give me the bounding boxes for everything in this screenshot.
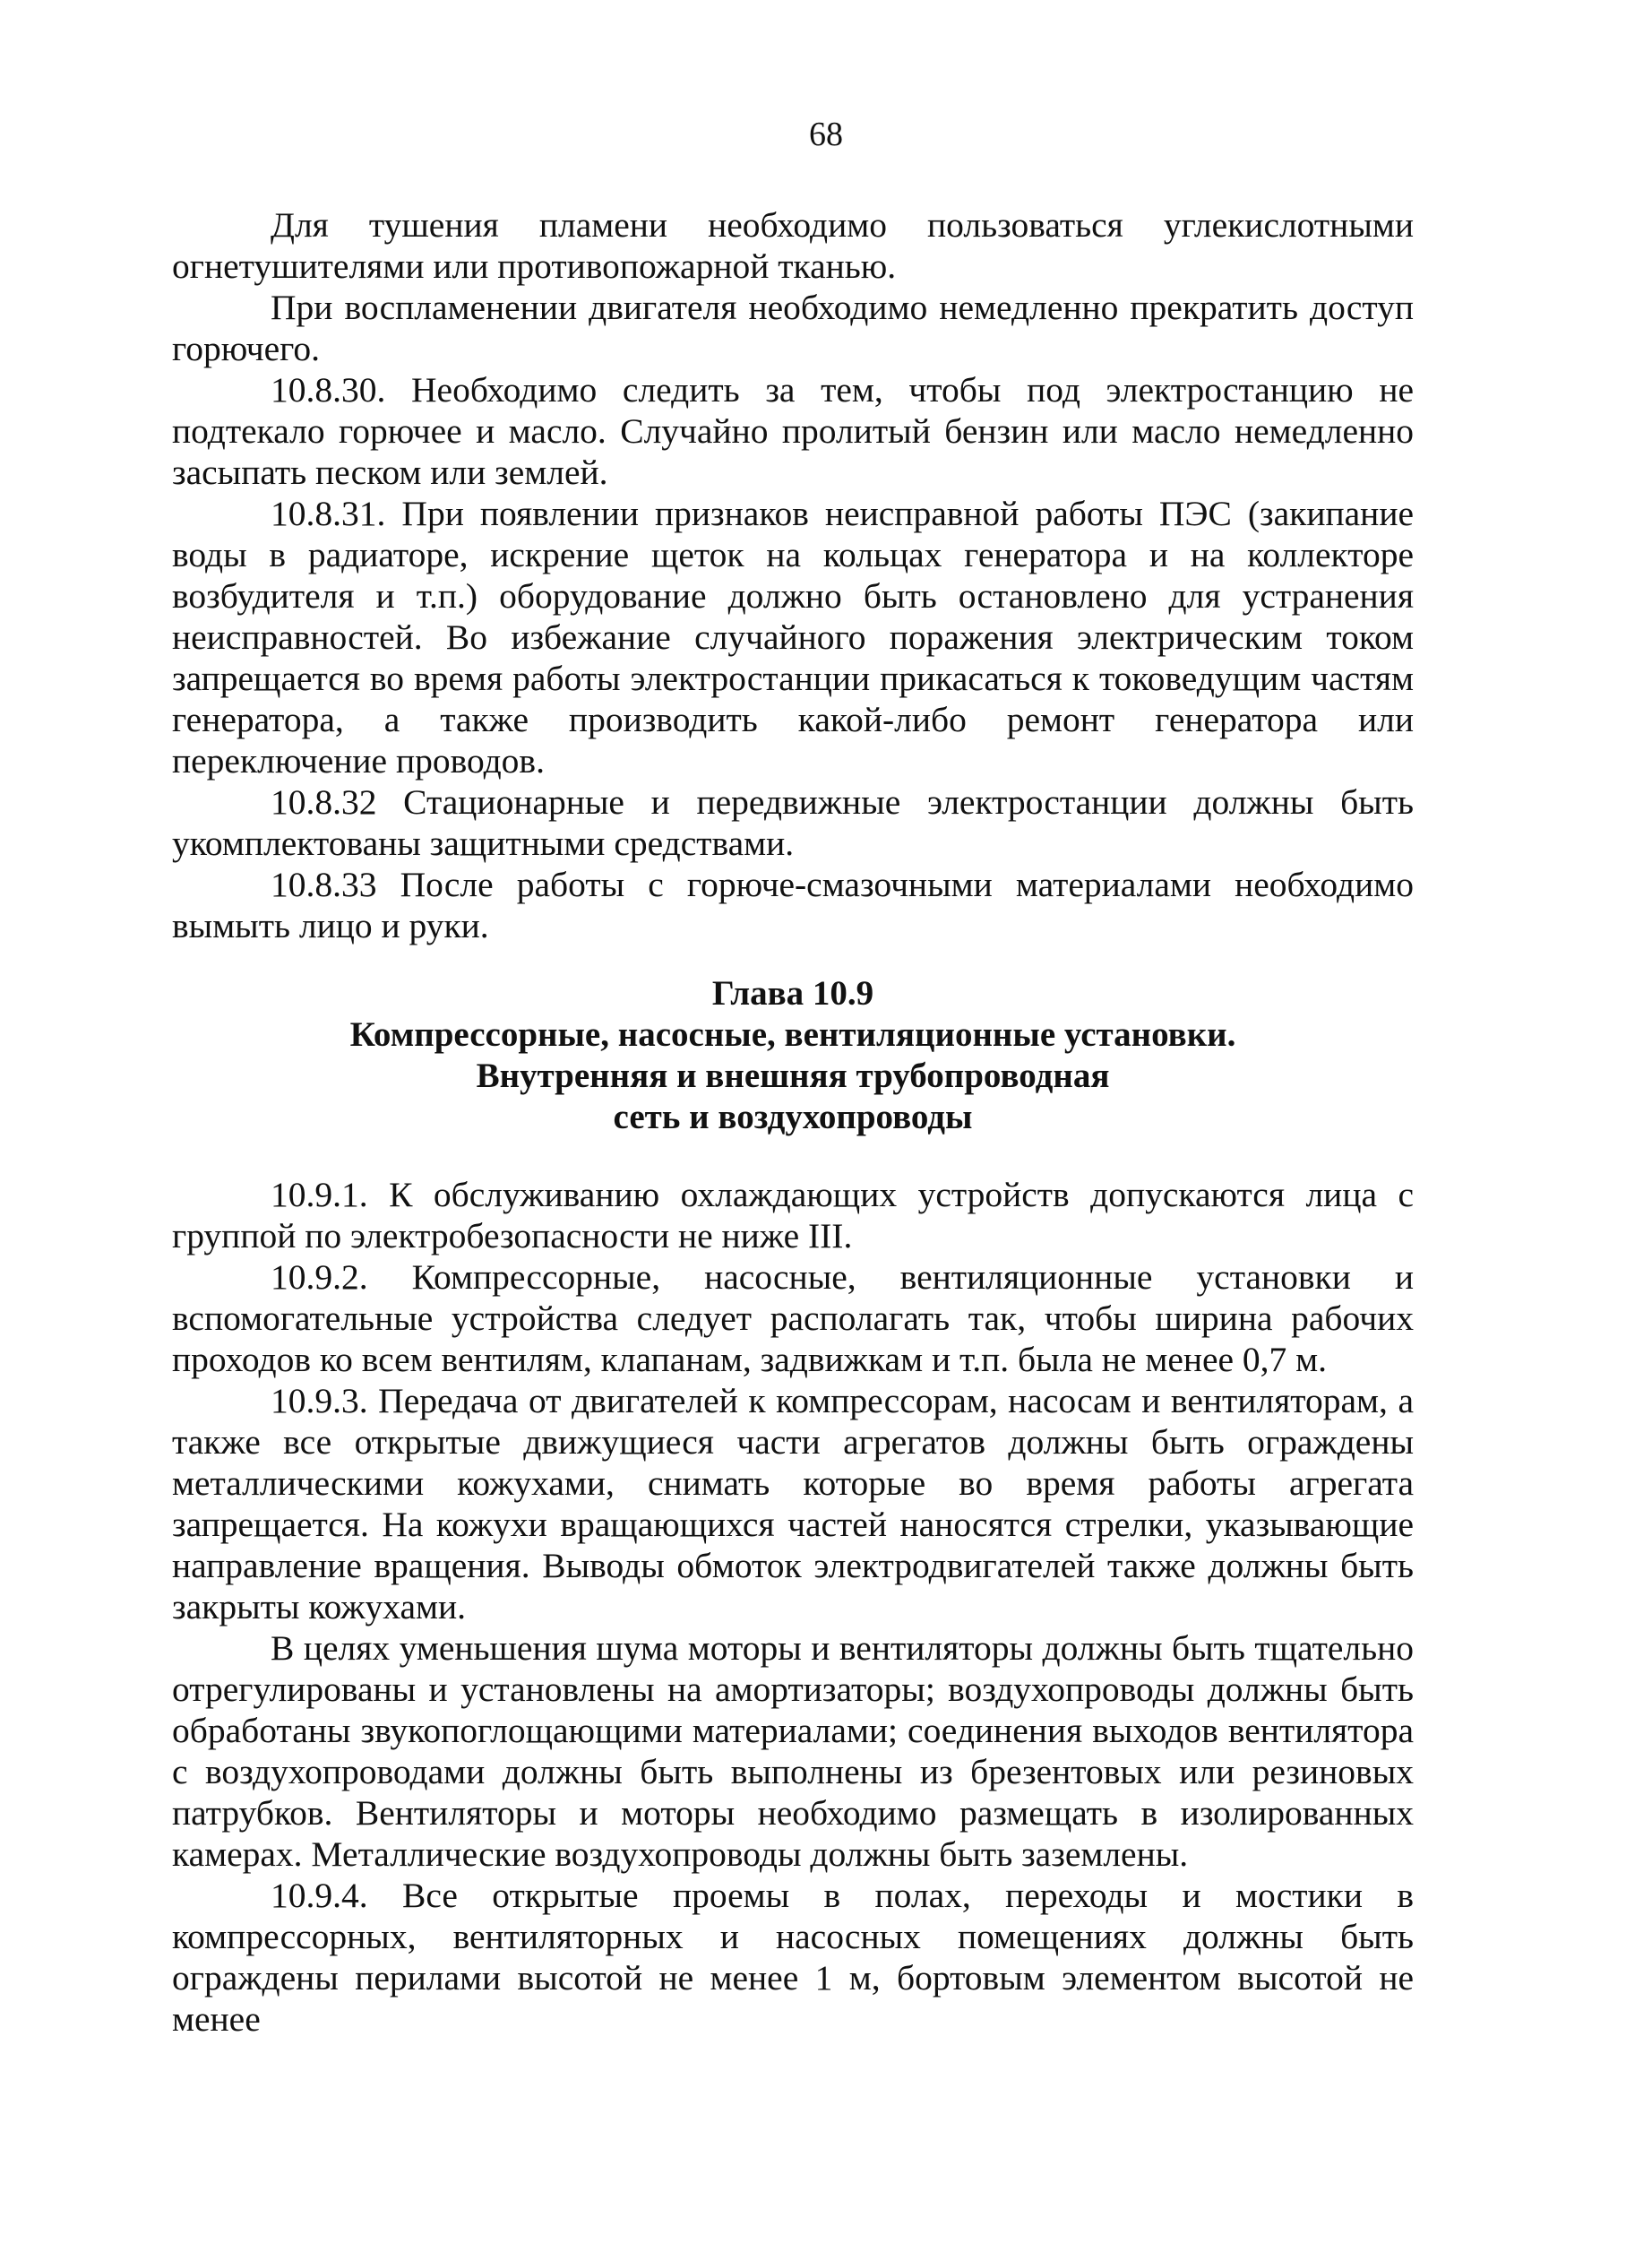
paragraph-10-8-31: 10.8.31. При появлении признаков неисправной работы ПЭС (закипание воды в радиаторе, искрение щеток на кольцах генератора и на коллекторе возбудителя и т.п.) оборудование должно быть остановлено для устранения неисправностей. Во избежание случайного поражения электрическим током запрещается во время работы электростанции прикасаться к токоведущим частям генератора, а также производить какой-либо ремонт генератора или переключение проводов. [172,494,1414,781]
chapter-title-line-3: сеть и воздухопроводы [613,1098,973,1136]
paragraph-10-9-1: 10.9.1. К обслуживанию охлаждающих устройств допускаются лица с группой по электробезопасности не ниже III. [172,1175,1414,1255]
paragraph-10-8-30: 10.8.30. Необходимо следить за тем, чтобы под электростанцию не подтекало горючее и масло. Случайно пролитый бензин или масло немедленно засыпать песком или землей. [172,370,1414,492]
paragraph-10-9-4: 10.9.4. Все открытые проемы в полах, переходы и мостики в компрессорных, вентиляторных и насосных помещениях должны быть ограждены перилами высотой не менее 1 м, бортовым элементом высотой не менее [172,1876,1414,2039]
paragraph-10-8-33: 10.8.33 После работы с горюче-смазочными материалами необходимо вымыть лицо и руки. [172,865,1414,945]
paragraph-10-9-2: 10.9.2. Компрессорные, насосные, вентиляционные установки и вспомогательные устройства следует располагать так, чтобы ширина рабочих проходов ко всем вентилям, клапанам, задвижкам и т.п. была не менее 0,7 м. [172,1257,1414,1379]
section-10-9-text [172,1174,1414,2040]
page-number: 68 [809,116,843,153]
paragraph-10-9-3: 10.9.3. Передача от двигателей к компрессорам, насосам и вентиляторам, а также все открытые движущиеся части агрегатов должны быть ограждены металлическими кожухами, снимать которые во время работы агрегата запрещается. На кожухи вращающихся частей наносятся стрелки, указывающие направление вращения. Выводы обмоток электродвигателей также должны быть закрыты кожухами. [172,1381,1414,1626]
chapter-title-line-2: Внутренняя и внешняя трубопроводная [476,1057,1110,1095]
paragraph-extinguishing: Для тушения пламени необходимо пользоваться углекислотными огнетушителями или противопожарной тканью. [172,205,1414,286]
section-10-8-text [172,204,1414,946]
chapter-number: Глава 10.9 [711,974,874,1013]
paragraph-engine-ignition: При воспламенении двигателя необходимо немедленно прекратить доступ горючего. [172,288,1414,368]
chapter-title-line-1: Компрессорные, насосные, вентиляционные установки. [349,1015,1236,1054]
paragraph-10-8-32: 10.8.32 Стационарные и передвижные электростанции должны быть укомплектованы защитными средствами. [172,782,1414,863]
chapter-heading [172,973,1414,1138]
paragraph-noise-reduction: В целях уменьшения шума моторы и вентиляторы должны быть тщательно отрегулированы и установлены на амортизаторы; воздухопроводы должны быть обработаны звукопоглощающими материалами; соединения выходов вентилятора с воздухопроводами должны быть выполнены из брезентовых или резиновых патрубков. Вентиляторы и моторы необходимо размещать в изолированных камерах. Металлические воздухопроводы должны быть заземлены. [172,1628,1414,1874]
